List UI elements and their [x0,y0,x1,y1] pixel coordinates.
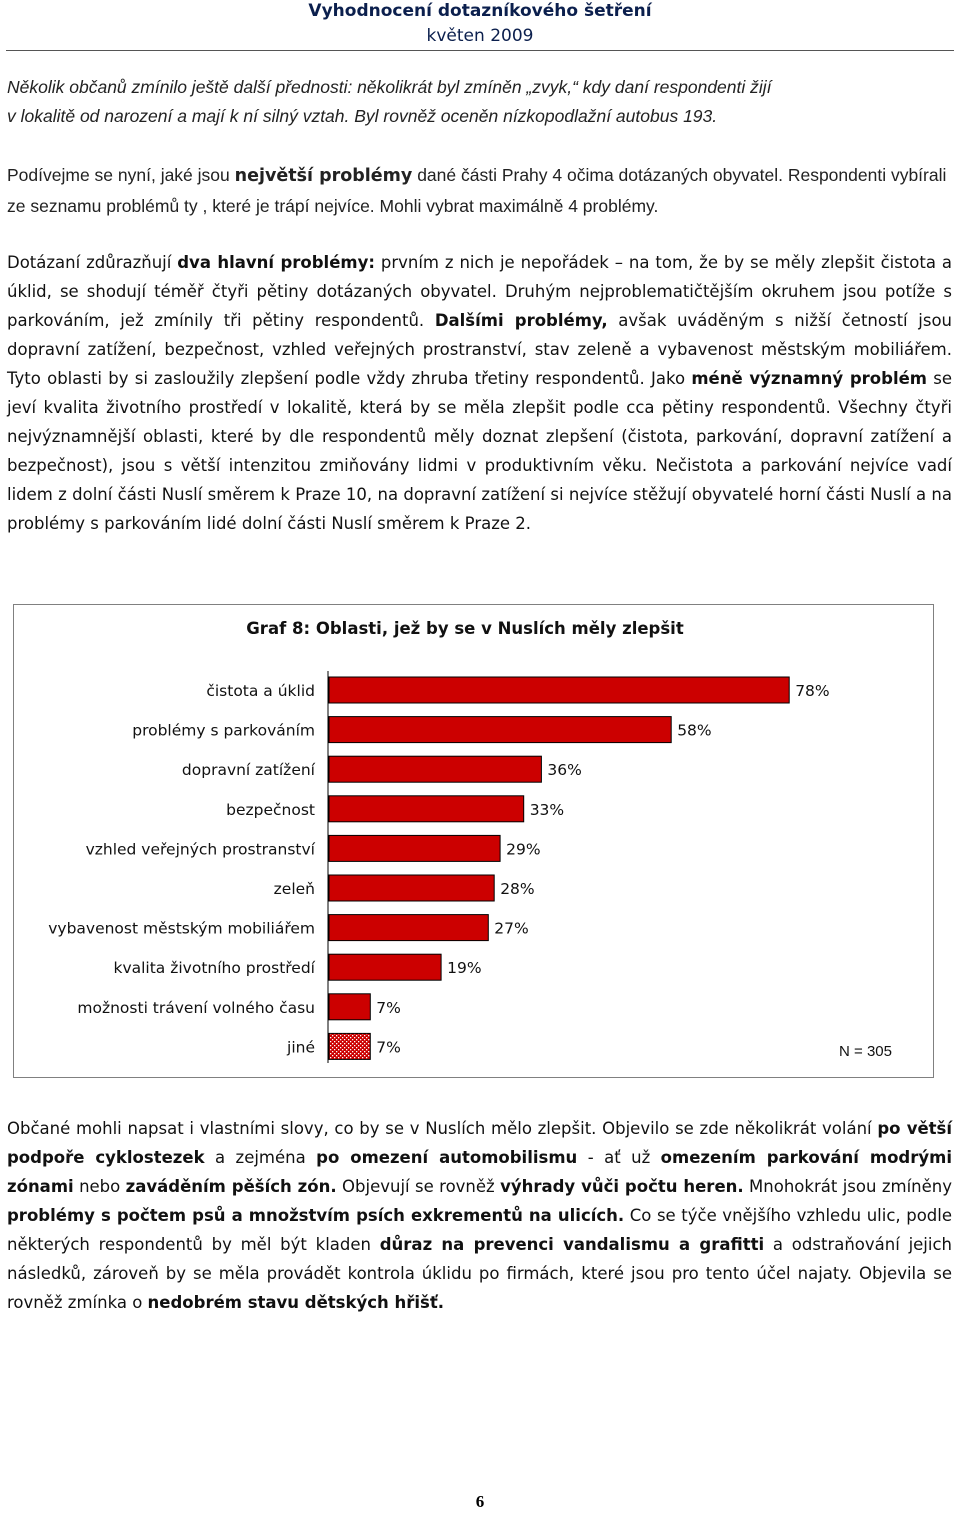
value-label: 36% [547,761,582,780]
value-label: 28% [500,880,535,898]
intro-text-1: Podívejme se nyní, jaké jsou [7,165,235,185]
p1-text-3: avšak uváděným s nižší četností jsou dopravní zatížení, bezpečnost, vzhled veřejných prostranství, stav zeleně a vybavenost městským mobiliářem. Tyto oblasti by si zasloužily zlepšení podle vždy zhruba třetiny respondentů. Jako [7,311,952,388]
chart-frame [13,604,934,1078]
closing-paragraph [7,1114,952,1317]
bar-5 [329,835,500,861]
p2-text-3: - ať už [577,1148,661,1167]
p2-bold-7: důraz na prevenci vandalismu a grafitti [379,1235,765,1254]
bar-3 [329,756,541,782]
category-label: možnosti trávení volného času [77,998,315,1017]
category-label: jiné [287,1038,315,1057]
bar-1 [329,677,789,703]
category-label: vzhled veřejných prostranství [85,840,315,859]
main-paragraph [7,248,952,538]
p1-text-2: prvním z nich je nepořádek – na tom, že by se měly zlepšit čistota a úklid, se shodují téměř čtyři pětiny dotázaných obyvatel. Druhým nejproblematičtějším okruhem jsou potíže s parkováním, jež zmínily tři pětiny respondentů. [7,253,953,330]
value-label: 27% [494,919,529,938]
p2-bold-3: omezením parkování modrými zónami [7,1148,952,1196]
bars-group [48,677,829,1059]
p2-bold-6: problémy s počtem psů a množstvím psích exkrementů na ulicích. [7,1206,625,1225]
header-rule [6,50,954,51]
p2-text-7: Co se týče vnějšího vzhledu ulic, podle některých respondentů by měl být kladen [7,1206,953,1254]
category-label: vybavenost městským mobiliářem [48,919,315,938]
bar-10 [329,1033,370,1059]
bar-2 [329,717,671,743]
header-title: Vyhodnocení dotazníkového šetření [308,1,652,21]
category-label: zeleň [273,880,315,898]
value-label: 7% [376,998,401,1017]
bar-8 [329,954,441,980]
intro-text-2: dané části Prahy 4 očima dotázaných obyvatel. Respondenti vybírali ze seznamu problémů ty , které je trápí nejvíce. Mohli vybrat maximálně 4 problémy. [7,165,947,216]
p1-text-1: Dotázaní zdůrazňují [7,253,178,272]
intro-italic-paragraph [7,73,952,131]
category-label: dopravní zatížení [181,761,315,780]
category-label: problémy s parkováním [132,721,315,740]
value-label: 78% [795,682,830,700]
bar-6 [329,875,494,901]
chart-title: Graf 8: Oblasti, jež by se v Nuslích měly zlepšit [246,619,684,638]
p1-text-4: se jeví kvalita životního prostředí v lokalitě, která by se měla zlepšit podle cca pětiny respondentů. Všechny čtyři nejvýznamnější oblasti, které by dle respondentů měly doznat zlepšení (čistota, parkování, dopravní zatížení a bezpečnost), jsou s větší intenzitou zmiňovány lidmi v produktivním věku. Nečistota a parkování nejvíce vadí lidem z dolní části Nuslí směrem k Praze 10, na dopravní zatížení si nejvíce stěžují obyvatelé horní části Nuslí a na problémy s parkováním lidé dolní části Nuslí směrem k Praze 2. [7,369,953,533]
p2-text-4: nebo [73,1177,126,1196]
header-date: květen 2009 [426,26,534,46]
value-label: 19% [447,959,482,978]
p2-text-8: a odstraňování jejich následků, zároveň by se měla provádět kontrola úklidu po firmách, které jsou pro tento účel najaty. Objevila se rovněž zmínka o [7,1235,953,1312]
page-number: 6 [475,1492,485,1511]
p1-bold-2: Dalšími problémy, [434,311,608,330]
p2-bold-1: po větší podpoře cyklostezek [7,1119,953,1167]
bar-4 [329,796,524,822]
bar-chart [14,605,933,1077]
value-label: 33% [529,800,565,819]
sample-size-note: N = 305 [839,1043,892,1060]
p1-bold-1: dva hlavní problémy: [177,253,375,272]
p1-bold-3: méně významný problém [691,369,927,388]
page-header [0,0,960,52]
p2-text-1: Občané mohli napsat i vlastními slovy, co by se v Nuslích mělo zlepšit. Objevilo se zde několikrát volání [7,1119,878,1138]
value-label: 7% [376,1038,401,1057]
p2-bold-5: výhrady vůči počtu heren. [500,1177,744,1196]
intro-bold-1: největší problémy [234,166,413,186]
p2-bold-2: po omezení automobilismu [316,1148,578,1167]
category-label: čistota a úklid [206,682,315,700]
bar-9 [329,994,370,1020]
category-label: bezpečnost [226,800,315,819]
intro-paragraph [7,160,952,221]
value-label: 58% [677,721,712,740]
p2-text-2: a zejména [204,1148,317,1167]
intro-italic-line-1: Několik občanů zmínilo ještě další přednosti: několikrát byl zmíněn „zvyk,“ kdy daní respondenti žijí [7,77,772,97]
category-label: kvalita životního prostředí [113,959,315,978]
value-label: 29% [506,840,541,859]
p2-text-5: Objevují se rovněž [336,1177,501,1196]
bar-7 [329,915,488,941]
p2-bold-8: nedobrém stavu dětských hřišť. [147,1293,445,1312]
p2-text-6: Mnohokrát jsou zmíněny [743,1177,952,1196]
intro-italic-line-2: v lokalitě od narození a mají k ní silný vztah. Byl rovněž oceněn nízkopodlažní autobus 193. [7,106,718,126]
p2-bold-4: zaváděním pěších zón. [125,1177,337,1196]
